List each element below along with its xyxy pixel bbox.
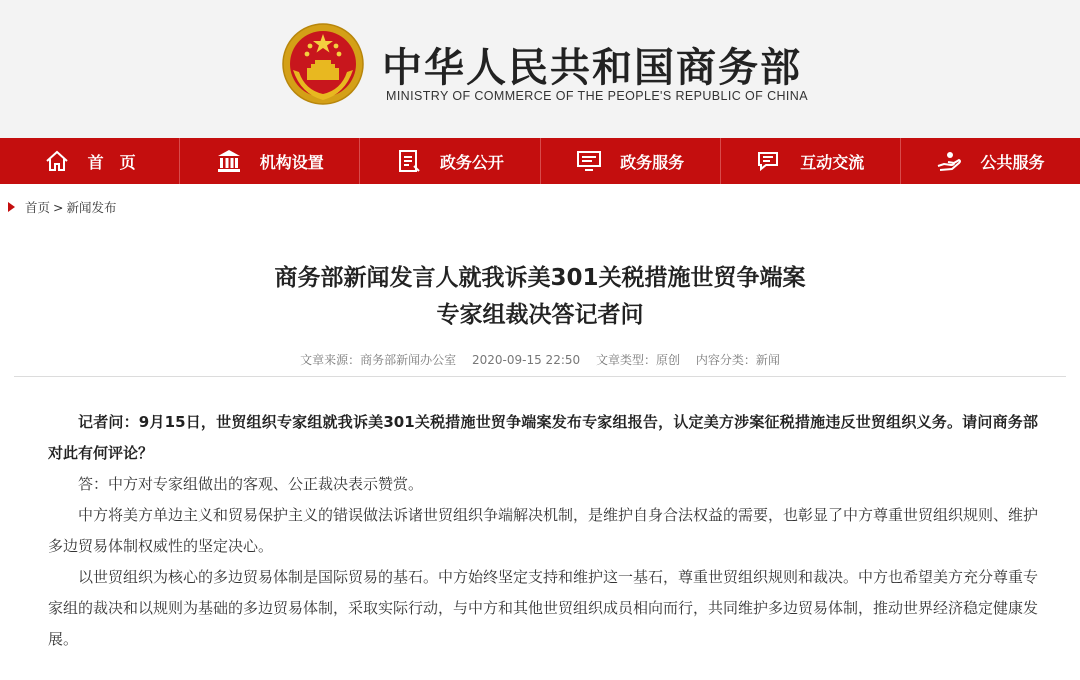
- document-icon: [396, 148, 422, 174]
- site-subtitle: MINISTRY OF COMMERCE OF THE PEOPLE'S REPUBLIC OF CHINA: [386, 89, 808, 103]
- national-emblem-icon[interactable]: [281, 22, 365, 106]
- nav-item-label: 机构设置: [259, 152, 324, 172]
- article-meta: [0, 351, 1080, 368]
- institution-building-icon: [216, 148, 242, 174]
- site-title: 中华人民共和国商务部: [382, 45, 802, 91]
- breadcrumb-home-link[interactable]: 首页: [25, 200, 51, 215]
- article-body: [48, 407, 1038, 655]
- reporter-question: 记者问：9月15日，世贸组织专家组就我诉美301关税措施世贸争端案发布专家组报告，认定美方涉案征税措施违反世贸组织义务。请问商务部对此有何评论？: [48, 413, 1038, 462]
- nav-item-government-services[interactable]: [541, 138, 721, 184]
- hand-service-icon: [936, 148, 962, 174]
- article-paragraph: 答：中方对专家组做出的客观、公正裁决表示赞赏。: [78, 475, 424, 493]
- main-nav: [0, 138, 1080, 184]
- article-title-line2: 专家组裁决答记者问: [436, 302, 644, 328]
- article-type: 文章类型：原创: [595, 353, 680, 367]
- article-paragraph: 中方将美方单边主义和贸易保护主义的错误做法诉诸世贸组织争端解决机制，是维护自身合法权益的需要，也彰显了中方尊重世贸组织规则、维护多边贸易体制权威性的坚定决心。: [48, 506, 1039, 555]
- breadcrumb-arrow-icon: [8, 202, 15, 212]
- article-source: 文章来源：商务部新闻办公室: [300, 353, 457, 367]
- breadcrumb-separator: >: [53, 199, 64, 215]
- nav-item-institutions[interactable]: [180, 138, 360, 184]
- article-paragraph: 以世贸组织为核心的多边贸易体制是国际贸易的基石。中方始终坚定支持和维护这一基石，尊重世贸组织规则和裁决。中方也希望美方充分尊重专家组的裁决和以规则为基础的多边贸易体制，采取实际行动，与中方和其他世贸组织成员相向而行，共同维护多边贸易体制，推动世界经济稳定健康发展。: [48, 568, 1039, 648]
- nav-item-label: 公共服务: [980, 152, 1045, 172]
- nav-item-public-services[interactable]: [901, 138, 1080, 184]
- nav-item-government-affairs[interactable]: [360, 138, 540, 184]
- article-datetime: 2020-09-15 22:50: [472, 353, 581, 367]
- nav-item-home[interactable]: [0, 138, 180, 184]
- nav-item-interaction[interactable]: [721, 138, 901, 184]
- article-category: 内容分类：新闻: [695, 353, 780, 367]
- home-icon: [44, 148, 70, 174]
- nav-item-label: 互动交流: [800, 152, 865, 172]
- article-title-line1: 商务部新闻发言人就我诉美301关税措施世贸争端案: [274, 265, 806, 291]
- meta-divider: [14, 376, 1066, 377]
- nav-item-label: 政务公开: [439, 152, 504, 172]
- screen-icon: [576, 148, 602, 174]
- site-header: [0, 0, 1080, 138]
- chat-icon: [756, 148, 782, 174]
- breadcrumb-current-link[interactable]: 新闻发布: [66, 200, 117, 215]
- nav-item-label: 首 页: [87, 152, 136, 172]
- nav-item-label: 政务服务: [620, 152, 685, 172]
- breadcrumb: [8, 198, 117, 216]
